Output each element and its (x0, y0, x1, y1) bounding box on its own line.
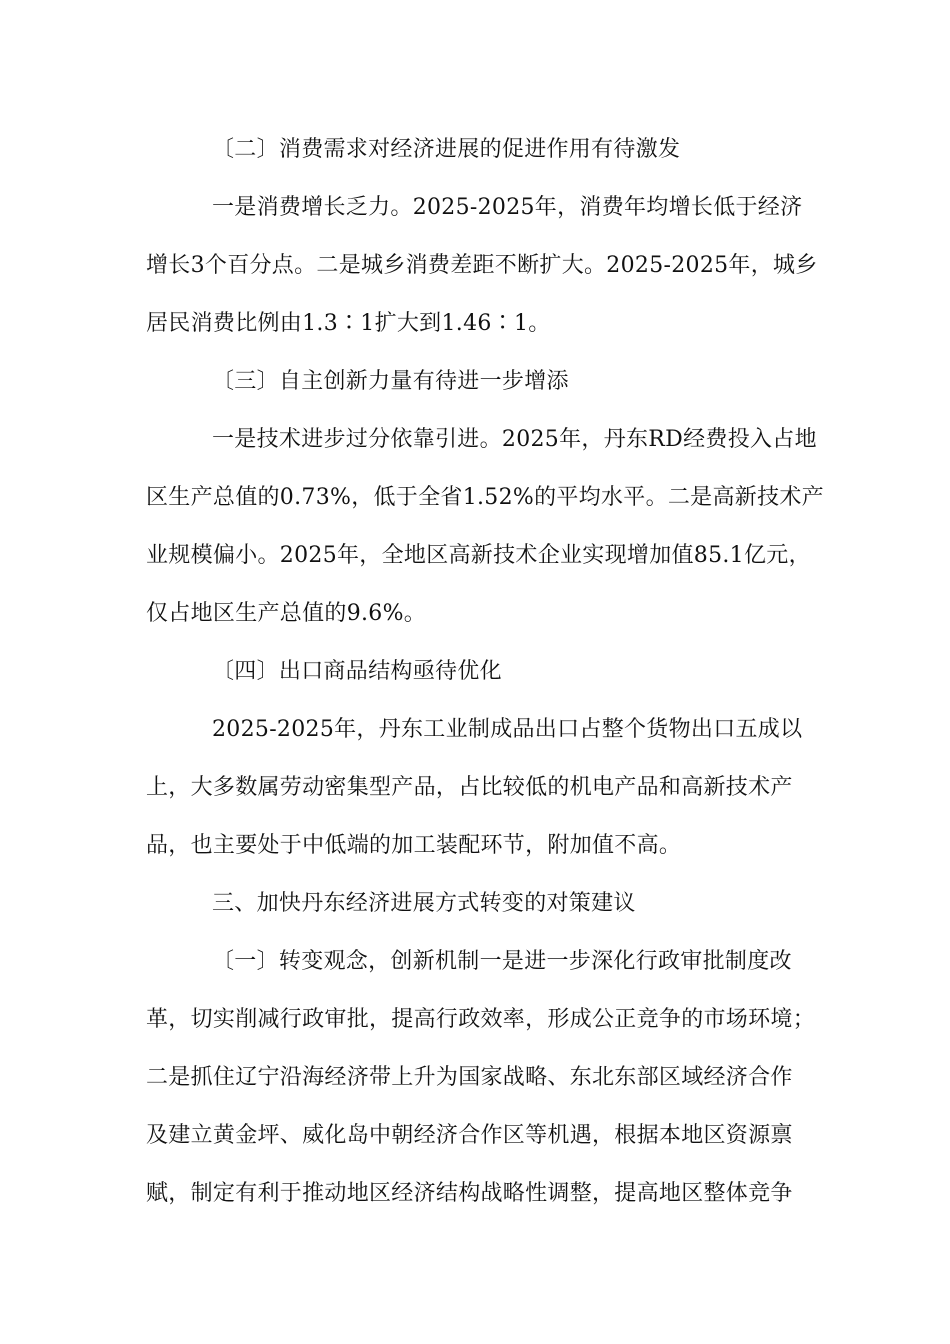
paragraph-line: 及建立黄金坪、威化岛中朝经济合作区等机遇，根据本地区资源禀 (146, 1123, 793, 1148)
section-heading-3: 〔三〕自主创新力量有待进一步增添 (212, 369, 569, 394)
paragraph-line: 2025-2025年，丹东工业制成品出口占整个货物出口五成以 (212, 717, 803, 742)
paragraph-line: 居民消费比例由1.3∶1扩大到1.46∶1。 (146, 311, 551, 336)
paragraph-line: 业规模偏小。2025年，全地区高新技术企业实现增加值85.1亿元， (146, 543, 811, 568)
paragraph-line: 一是技术进步过分依靠引进。2025年，丹东RD经费投入占地 (212, 427, 817, 452)
paragraph-line: 上，大多数属劳动密集型产品，占比较低的机电产品和高新技术产 (146, 775, 793, 800)
paragraph-line: 一是消费增长乏力。2025-2025年，消费年均增长低于经济 (212, 195, 803, 220)
paragraph-line: 革，切实削减行政审批，提高行政效率，形成公正竞争的市场环境； (146, 1007, 816, 1032)
paragraph-line: 增长3个百分点。二是城乡消费差距不断扩大。2025-2025年，城乡 (146, 253, 818, 278)
paragraph-line: 二是抓住辽宁沿海经济带上升为国家战略、东北东部区域经济合作 (146, 1065, 793, 1090)
paragraph-line: 仅占地区生产总值的9.6%。 (146, 601, 427, 626)
paragraph-line: 〔一〕转变观念，创新机制一是进一步深化行政审批制度改 (212, 949, 792, 974)
chapter-heading-3: 三、加快丹东经济进展方式转变的对策建议 (212, 891, 636, 916)
paragraph-line: 赋，制定有利于推动地区经济结构战略性调整，提高地区整体竞争 (146, 1181, 793, 1206)
section-heading-4: 〔四〕出口商品结构亟待优化 (212, 659, 502, 684)
paragraph-line: 品，也主要处于中低端的加工装配环节，附加值不高。 (146, 833, 682, 858)
paragraph-line: 区生产总值的0.73%，低于全省1.52%的平均水平。二是高新技术产 (146, 485, 824, 510)
section-heading-2: 〔二〕消费需求对经济进展的促进作用有待激发 (212, 137, 681, 162)
